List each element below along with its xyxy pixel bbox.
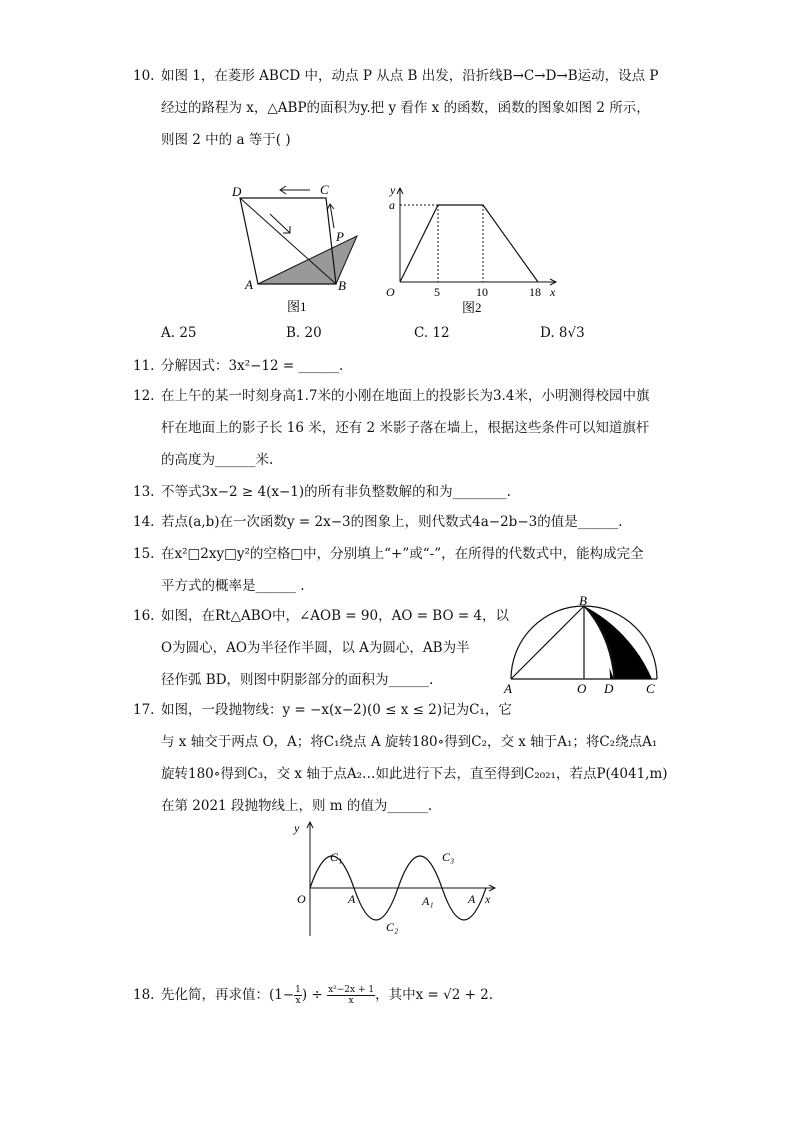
q10-text-line2: 经过的路程为 x，△ABP的面积为y.把 y 看作 x 的函数，函数的图象如图 2 所示， [161,100,650,116]
q18-suffix: ，其中x = √2 + 2. [375,987,494,1003]
fig17-label-A: A [348,892,356,906]
fig17-label-A2: A [468,892,476,906]
fig16-label-B: B [579,595,587,608]
fig16-label-A: A [504,681,512,696]
q18-fraction-1-den: x [295,996,301,1006]
fig16-label-D: D [604,681,614,696]
parabola-figure [290,818,505,940]
fig17-origin: O [297,892,306,906]
q10-text-line1: 如图 1，在菱形 ABCD 中，动点 P 从点 B 出发，沿折线B→C→D→B运动，设点 P [161,68,659,84]
q18-text [161,985,493,1006]
q18-fraction-2-num: x²−2x + 1 [328,985,375,995]
fig2-origin: O [386,285,395,299]
q12-text-line2: 杆在地面上的影子长 16 米，还有 2 米影子落在墙上，根据这些条件可以知道旗杆 [161,420,650,436]
choice-b[interactable]: B. 20 [286,325,322,341]
q16-text-line2: O为圆心，AO为半径作半圆，以 A为圆心，AB为半 [161,640,470,656]
q12-number: 12. [133,388,155,404]
q15-text-line2: 平方式的概率是______ . [161,578,305,594]
q15-text-line1: 在x²□2xy□y²的空格□中，分别填上“+”或“-”，在所得的代数式中，能构成完全 [161,546,644,562]
fig17-label-C1: C₁ [330,850,343,864]
fig1-caption: 图1 [287,299,307,314]
q10-text-line3: 则图 2 中的 a 等于( ) [161,132,291,148]
fig17-label-C2: C₂ [386,920,399,934]
fig2-x-label: x [550,285,556,299]
q10-number: 10. [133,68,155,84]
q17-number: 17. [133,702,155,718]
fig1-label-P: P [336,229,344,244]
fig1-label-D: D [232,184,242,199]
fig2-caption: 图2 [462,300,482,315]
q18-fraction-2 [327,985,375,1006]
q17-text-line4: 在第 2021 段抛物线上，则 m 的值为______. [161,798,433,814]
q18-mid: ) ÷ [301,987,328,1003]
semicircle-figure [500,595,670,700]
q18-number: 18. [133,987,155,1003]
q11-text: 分解因式：3x²−12 = ______. [161,358,344,374]
fig1-label-A: A [245,277,253,292]
fig16-label-C: C [646,681,655,696]
fig2-tick-5: 5 [434,285,440,299]
q16-text-line3: 径作弧 BD，则图中阴影部分的面积为______. [161,672,434,688]
rhombus-figure [230,178,360,318]
q14-text: 若点(a,b)在一次函数y = 2x−3的图象上，则代数式4a−2b−3的值是______. [161,514,623,530]
q18-fraction-1 [294,985,302,1006]
q18-fraction-2-den: x [348,996,354,1006]
fig17-label-A1: A₁ [422,894,434,908]
q12-text-line3: 的高度为______米. [161,452,274,468]
q17-text-line2: 与 x 轴交于两点 O，A；将C₁绕点 A 旋转180∘得到C₂，交 x 轴于A₁；将C₂绕点A₁ [161,734,658,750]
q17-text-line1: 如图，一段抛物线：y = −x(x−2)(0 ≤ x ≤ 2)记为C₁，它 [161,702,512,718]
fig17-y-label: y [294,821,300,835]
q11-number: 11. [133,358,155,374]
q13-number: 13. [133,484,155,500]
q16-number: 16. [133,608,155,624]
choice-c[interactable]: C. 12 [414,325,450,341]
fig2-tick-10: 10 [476,285,488,299]
q15-number: 15. [133,546,155,562]
fig17-label-C3: C₃ [442,850,455,864]
fig2-a-label: a [389,198,395,212]
choice-d[interactable]: D. 8√3 [540,325,585,341]
q12-text-line1: 在上午的某一时刻身高1.7米的小刚在地面上的投影长为3.4米，小明测得校园中旗 [161,388,650,404]
q16-text-line1: 如图，在Rt△ABO中，∠AOB = 90，AO = BO = 4，以 [161,608,510,624]
fig1-label-B: B [338,278,346,293]
q14-number: 14. [133,514,155,530]
q18-fraction-1-num: 1 [295,985,301,995]
q17-text-line3: 旋转180∘得到C₃，交 x 轴于点A₂…如此进行下去，直至得到C₂₀₂₁，若点P(4041,m) [161,766,668,782]
fig2-y-label: y [390,183,396,197]
fig16-label-O: O [577,681,587,696]
q13-text: 不等式3x−2 ≥ 4(x−1)的所有非负整数解的和为________. [161,484,511,500]
fig17-x-label: x [485,892,491,906]
choice-a[interactable]: A. 25 [161,325,197,341]
fig2-tick-18: 18 [529,285,541,299]
function-graph [378,182,563,317]
q18-prefix: 先化简，再求值：(1− [161,987,295,1003]
fig1-label-C: C [320,182,329,197]
